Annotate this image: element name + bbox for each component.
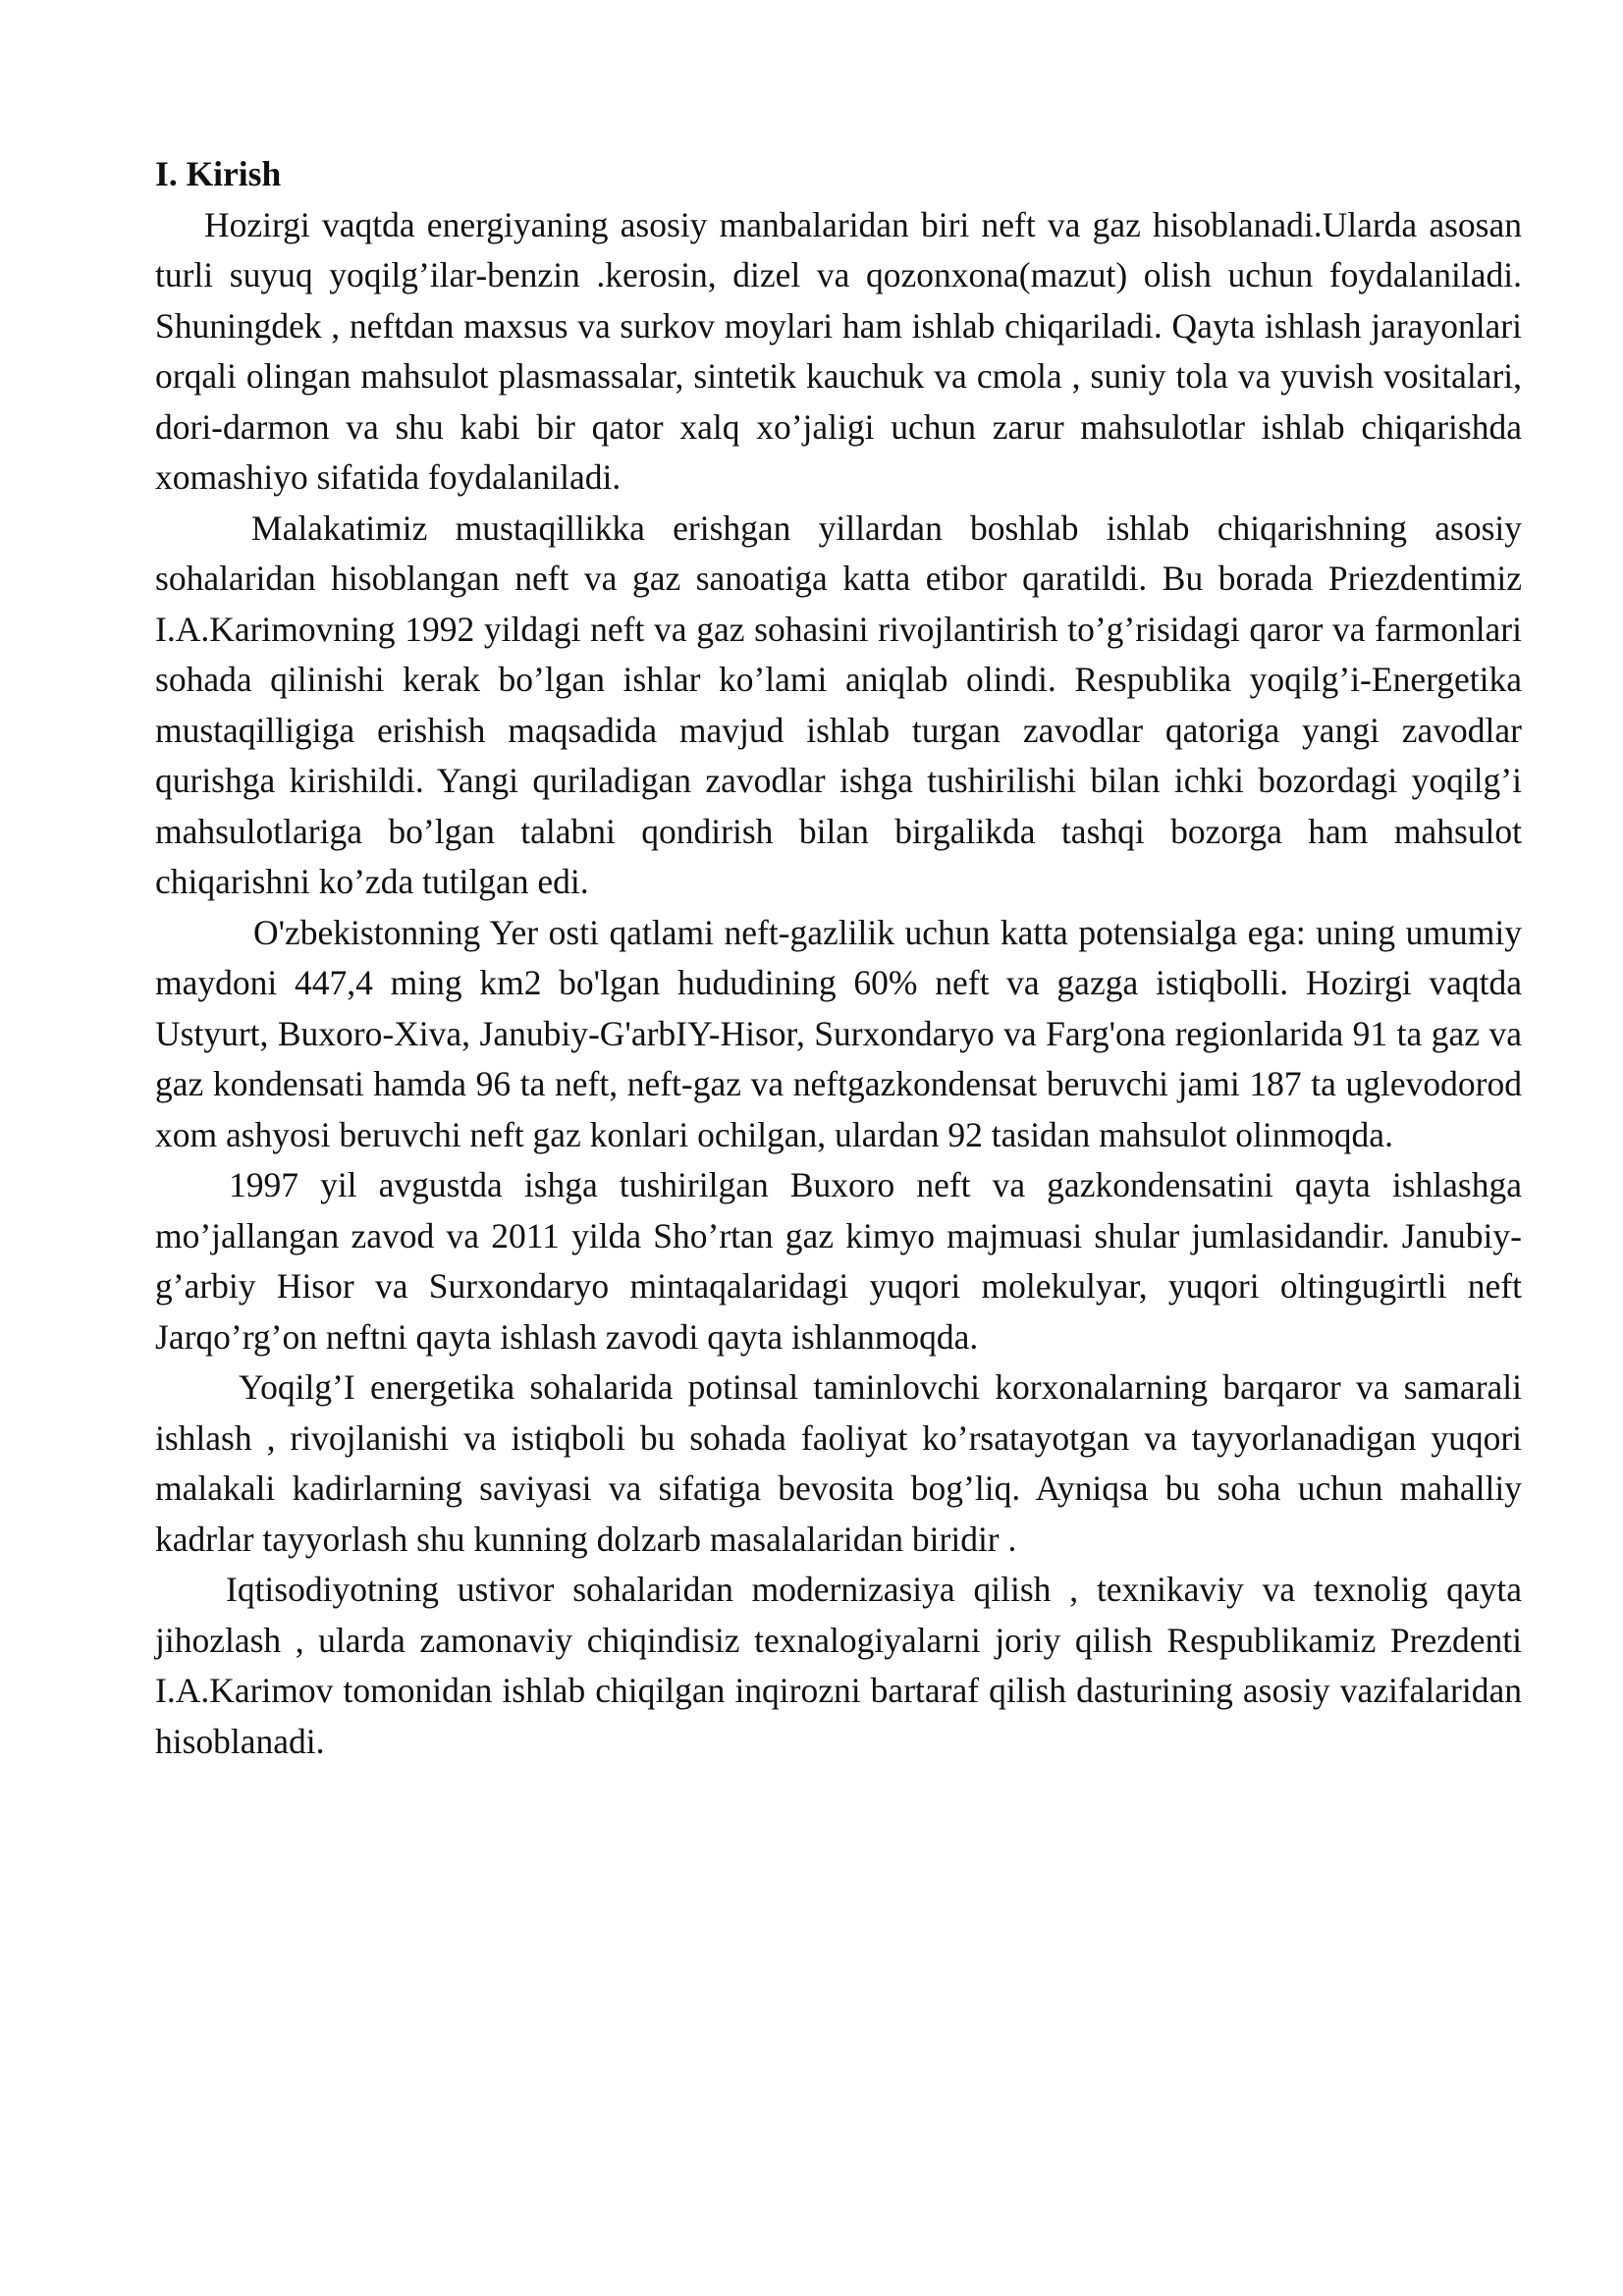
paragraph-independence: Malakatimiz mustaqillikka erishgan yillardan boshlab ishlab chiqarishning asosiy sohalaridan hisoblangan neft va gaz sanoatiga katta etibor qaratildi. Bu borada Priezdentimiz I.A.Karimovning 1992 yildagi neft va gaz sohasini rivojlantirish to’g’risidagi qaror va farmonlari sohada qilinishi kerak bo’lgan ishlar ko’lami aniqlab olindi. Respublika yoqilg’i-Energetika mustaqilligiga erishish maqsadida mavjud ishlab turgan zavodlar qatoriga yangi zavodlar qurishga kirishildi. Yangi quriladigan zavodlar ishga tushirilishi bilan ichki bozordagi yoqilg’i mahsulotlariga bo’lgan talabni qondirish bilan birgalikda tashqi bozorga ham mahsulot chiqarishni ko’zda tutilgan edi. [155,507,1522,901]
document-page [155,149,1522,1767]
paragraph-modernization: Iqtisodiyotning ustivor sohalaridan modernizasiya qilish , texnikaviy va texnolig qayta jihozlash , ularda zamonaviy chiqindisiz texnalogiyalarni joriy qilish Respublikamiz Prezdenti I.A.Karimov tomonidan ishlab chiqilgan inqirozni bartaraf qilish dasturining asosiy vazifalaridan hisoblanadi. [155,1570,1522,1761]
paragraph-plants: 1997 yil avgustda ishga tushirilgan Buxoro neft va gazkondensatini qayta ishlashga mo’jallangan zavod va 2011 yilda Sho’rtan gaz kimyo majmuasi shular jumlasidandir. Janubiy-g’arbiy Hisor va Surxondaryo mintaqalaridagi yuqori molekulyar, yuqori oltingugirtli neft Jarqo’rg’on neftni qayta ishlash zavodi qayta ishlanmoqda. [155,1165,1522,1357]
paragraph-reserves: O'zbekistonning Yer osti qatlami neft-gazlilik uchun katta potensialga ega: uning umumiy maydoni 447,4 ming km2 bo'lgan hududining 60% neft va gazga istiqbolli. Hozirgi vaqtda Ustyurt, Buxoro-Xiva, Janubiy-G'arbIY-Hisor, Surxondaryo va Farg'ona regionlarida 91 ta gaz va gaz kondensati hamda 96 ta neft, neft-gaz va neftgazkondensat beruvchi jami 187 ta uglevodorod xom ashyosi beruvchi neft gaz konlari ochilgan, ulardan 92 tasidan mahsulot olinmoqda. [155,912,1522,1154]
section-heading: I. Kirish [155,154,282,193]
paragraph-personnel: Yoqilg’I energetika sohalarida potinsal taminlovchi korxonalarning barqaror va samarali ishlash , rivojlanishi va istiqboli bu sohada faoliyat ko’rsatayotgan va tayyorlanadigan yuqori malakali kadirlarning saviyasi va sifatiga bevosita bog’liq. Ayniqsa bu soha uchun mahalliy kadrlar tayyorlash shu kunning dolzarb masalalaridan biridir . [155,1367,1522,1559]
paragraph-oil-gas-sources: Hozirgi vaqtda energiyaning asosiy manbalaridan biri neft va gaz hisoblanadi.Ularda asosan turli suyuq yoqilg’ilar-benzin .kerosin, dizel va qozonxona(mazut) olish uchun foydalaniladi. Shuningdek , neftdan maxsus va surkov moylari ham ishlab chiqariladi. Qayta ishlash jarayonlari orqali olingan mahsulot plasmassalar, sintetik kauchuk va cmola , suniy tola va yuvish vositalari, dori-darmon va shu kabi bir qator xalq xo’jaligi uchun zarur mahsulotlar ishlab chiqarishda xomashiyo sifatida foydalaniladi. [155,204,1522,497]
